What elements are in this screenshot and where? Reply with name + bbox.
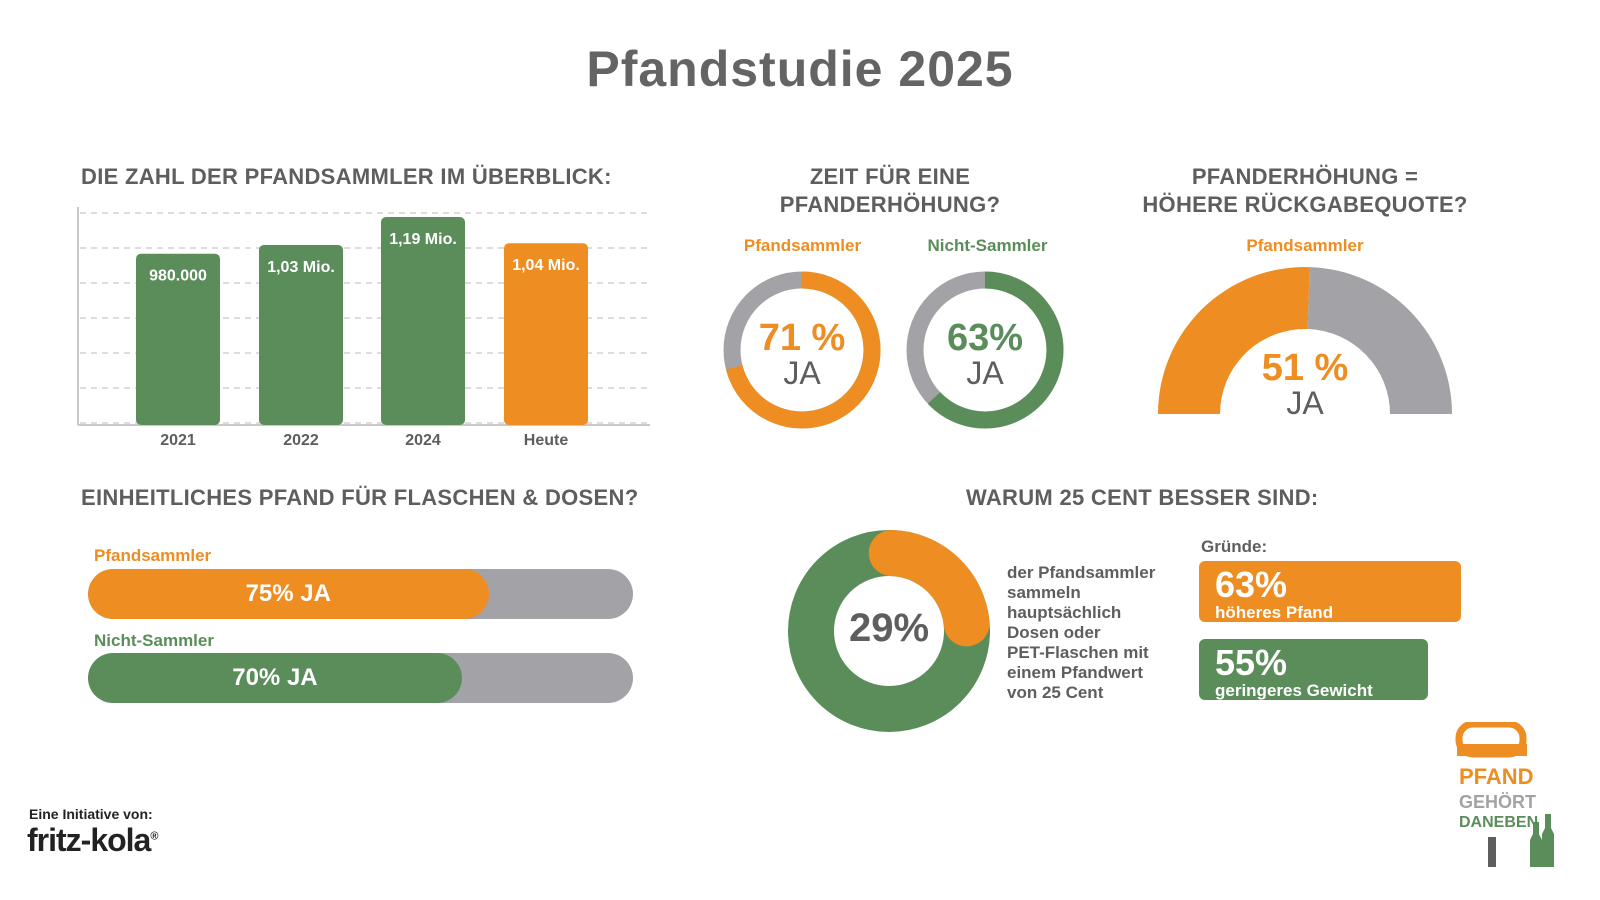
bar-value-label: 1,19 Mio. [389,231,457,248]
reason-lower-weight-text: geringeres Gewicht [1215,681,1373,700]
why25-desc-line: der Pfandsammler [1007,563,1156,582]
reason-higher-deposit [1199,561,1461,622]
collectors-ring-ja: JA [783,355,821,391]
why25-desc-line: sammeln [1007,583,1081,602]
return-rate-pct: 51 % [1261,347,1349,389]
return-rate-label: Pfandsammler [1246,236,1364,255]
bar-2024 [381,217,465,425]
uniform-collectors-track [88,569,633,619]
reason-higher-deposit-text: höheres Pfand [1215,603,1334,622]
why25-desc-line: von 25 Cent [1007,683,1104,702]
increase-collectors-label: Pfandsammler [743,236,862,255]
increase-heading [720,163,1060,219]
increase-non-collectors-label: Nicht-Sammler [927,236,1048,255]
x-tick-label: Heute [523,432,569,449]
x-tick-label: 2021 [160,432,196,449]
collectors-ring-pct: 71 % [758,317,846,359]
why25-description [1007,563,1187,703]
why25-donut-pct: 29% [848,606,930,650]
uniform-collectors-label: Pfandsammler [94,546,212,565]
logo-line1: PFAND [1459,764,1534,789]
fritz-kola-logo [27,822,157,859]
x-tick-label: 2024 [405,432,441,449]
why25-heading: WARUM 25 CENT BESSER SIND: [966,485,1319,510]
bottle-icon [1542,814,1554,867]
increase-heading-line2: PFANDERHÖHUNG? [779,192,1001,217]
reason-lower-weight [1199,639,1428,700]
initiative-label: Eine Initiative von: [29,806,153,822]
return-rate-ja: JA [1286,385,1324,421]
non-collectors-ring-pct: 63% [946,317,1024,359]
reason-lower-weight-pct: 55% [1215,642,1288,683]
page-title: Pfandstudie 2025 [586,41,1014,97]
bar-value-label: 980.000 [149,267,207,285]
reason-higher-deposit-pct: 63% [1215,564,1288,605]
why25-desc-line: Dosen oder [1007,623,1101,642]
bar-marks [136,217,588,449]
pfand-gehoert-daneben-logo [1455,722,1575,872]
pfandsammler-bar-chart [70,195,670,460]
uniform-heading: EINHEITLICHES PFAND FÜR FLASCHEN & DOSEN? [81,485,639,510]
uniform-non-collectors-fill [88,653,462,703]
fritz-kola-text: fritz-kola [27,822,151,858]
return-rate-heading-line1: PFANDERHÖHUNG = [1191,164,1419,189]
logo-line3: DANEBEN [1459,814,1539,831]
uniform-collectors-text: 75% JA [245,580,331,607]
why25-desc-line: hauptsächlich [1007,603,1122,622]
x-tick-label: 2022 [283,432,319,449]
uniform-non-collectors-track [88,653,633,703]
uniform-collectors-fill [88,569,489,619]
bar-value-label: 1,04 Mio. [512,257,580,275]
overview-heading: DIE ZAHL DER PFANDSAMMLER IM ÜBERBLICK: [81,164,612,189]
uniform-non-collectors-text: 70% JA [232,664,318,691]
why25-desc-line: einem Pfandwert [1007,663,1144,682]
why25-desc-line: PET-Flaschen mit [1007,643,1149,662]
uniform-non-collectors-label: Nicht-Sammler [94,631,214,650]
non-collectors-ring-ja: JA [966,355,1004,391]
return-rate-heading-line2: HÖHERE RÜCKGABEQUOTE? [1142,192,1468,217]
return-rate-heading [1110,163,1500,219]
registered-mark: ® [150,830,158,843]
increase-heading-line1: ZEIT FÜR EINE [809,164,971,189]
reasons-label: Gründe: [1201,537,1268,556]
logo-line2: GEHÖRT [1459,792,1537,812]
bar-value-label: 1,03 Mio. [267,258,335,276]
